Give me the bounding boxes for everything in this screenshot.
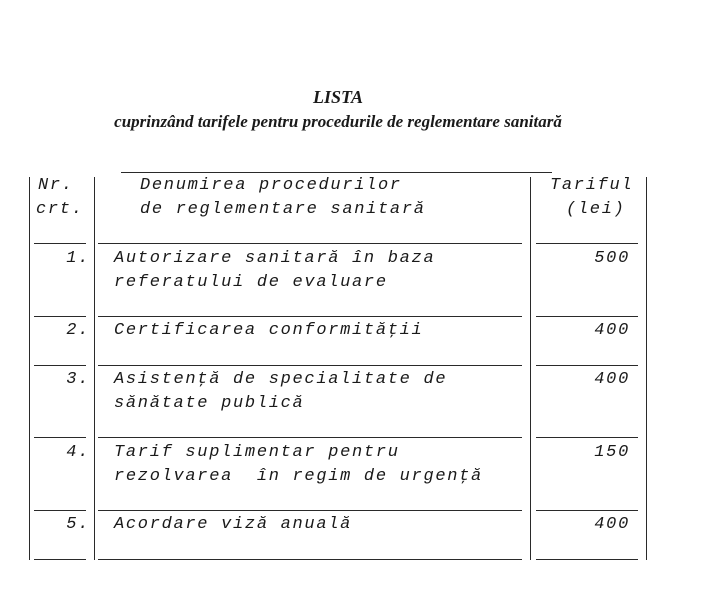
nr-column-divider (94, 177, 95, 560)
header-tariff-line1: Tariful (550, 176, 634, 195)
row-1-tariff: 500 (594, 249, 630, 268)
row-5-nr: 5. (66, 515, 90, 534)
row-3-name-line1: Asistenţă de specialitate de (114, 370, 448, 389)
header-name-line2: de reglementare sanitară (140, 200, 426, 219)
row-2-rule-tariff (536, 365, 638, 366)
row-1-rule-nr (34, 316, 86, 317)
row-1-rule-tariff (536, 316, 638, 317)
row-4-tariff: 150 (594, 443, 630, 462)
row-1-nr: 1. (66, 249, 90, 268)
table-right-border (646, 177, 647, 560)
document-subtitle: cuprinzând tarifele pentru procedurile de reglementare sanitară (114, 112, 562, 131)
row-3-rule-name (98, 437, 522, 438)
row-5-tariff: 400 (594, 515, 630, 534)
row-3-rule-tariff (536, 437, 638, 438)
row-2-tariff: 400 (594, 321, 630, 340)
row-3-nr: 3. (66, 370, 90, 389)
row-4-name-line1: Tarif suplimentar pentru (114, 443, 400, 462)
header-nr-line2: crt. (36, 200, 84, 219)
tariff-column-divider (530, 177, 531, 560)
row-4-rule-name (98, 510, 522, 511)
row-4-name-line2: rezolvarea în regim de urgenţă (114, 467, 483, 486)
header-tariff-line2: (lei) (566, 200, 626, 219)
row-4-nr: 4. (66, 443, 90, 462)
row-4-rule-nr (34, 510, 86, 511)
row-5-rule-tariff (536, 559, 638, 560)
document-title: LISTA (312, 87, 364, 107)
row-4-rule-tariff (536, 510, 638, 511)
row-5-rule-name (98, 559, 522, 560)
row-5-name-line1: Acordare viză anuală (114, 515, 353, 534)
row-5-rule-nr (34, 559, 86, 560)
row-3-name-line2: sănătate publică (114, 394, 305, 413)
row-2-rule-nr (34, 365, 86, 366)
header-rule-name (98, 243, 522, 244)
row-3-tariff: 400 (594, 370, 630, 389)
table-left-border (29, 177, 30, 560)
row-1-name-line1: Autorizare sanitară în baza (114, 249, 436, 268)
row-3-rule-nr (34, 437, 86, 438)
header-rule-nr (34, 243, 86, 244)
table-top-rule (121, 172, 552, 173)
row-1-rule-name (98, 316, 522, 317)
header-name-line1: Denumirea procedurilor (140, 176, 402, 195)
header-rule-tariff (536, 243, 638, 244)
row-1-name-line2: referatului de evaluare (114, 273, 388, 292)
row-2-rule-name (98, 365, 522, 366)
row-2-nr: 2. (66, 321, 90, 340)
row-2-name-line1: Certificarea conformităţii (114, 321, 424, 340)
header-nr-line1: Nr. (38, 176, 74, 195)
